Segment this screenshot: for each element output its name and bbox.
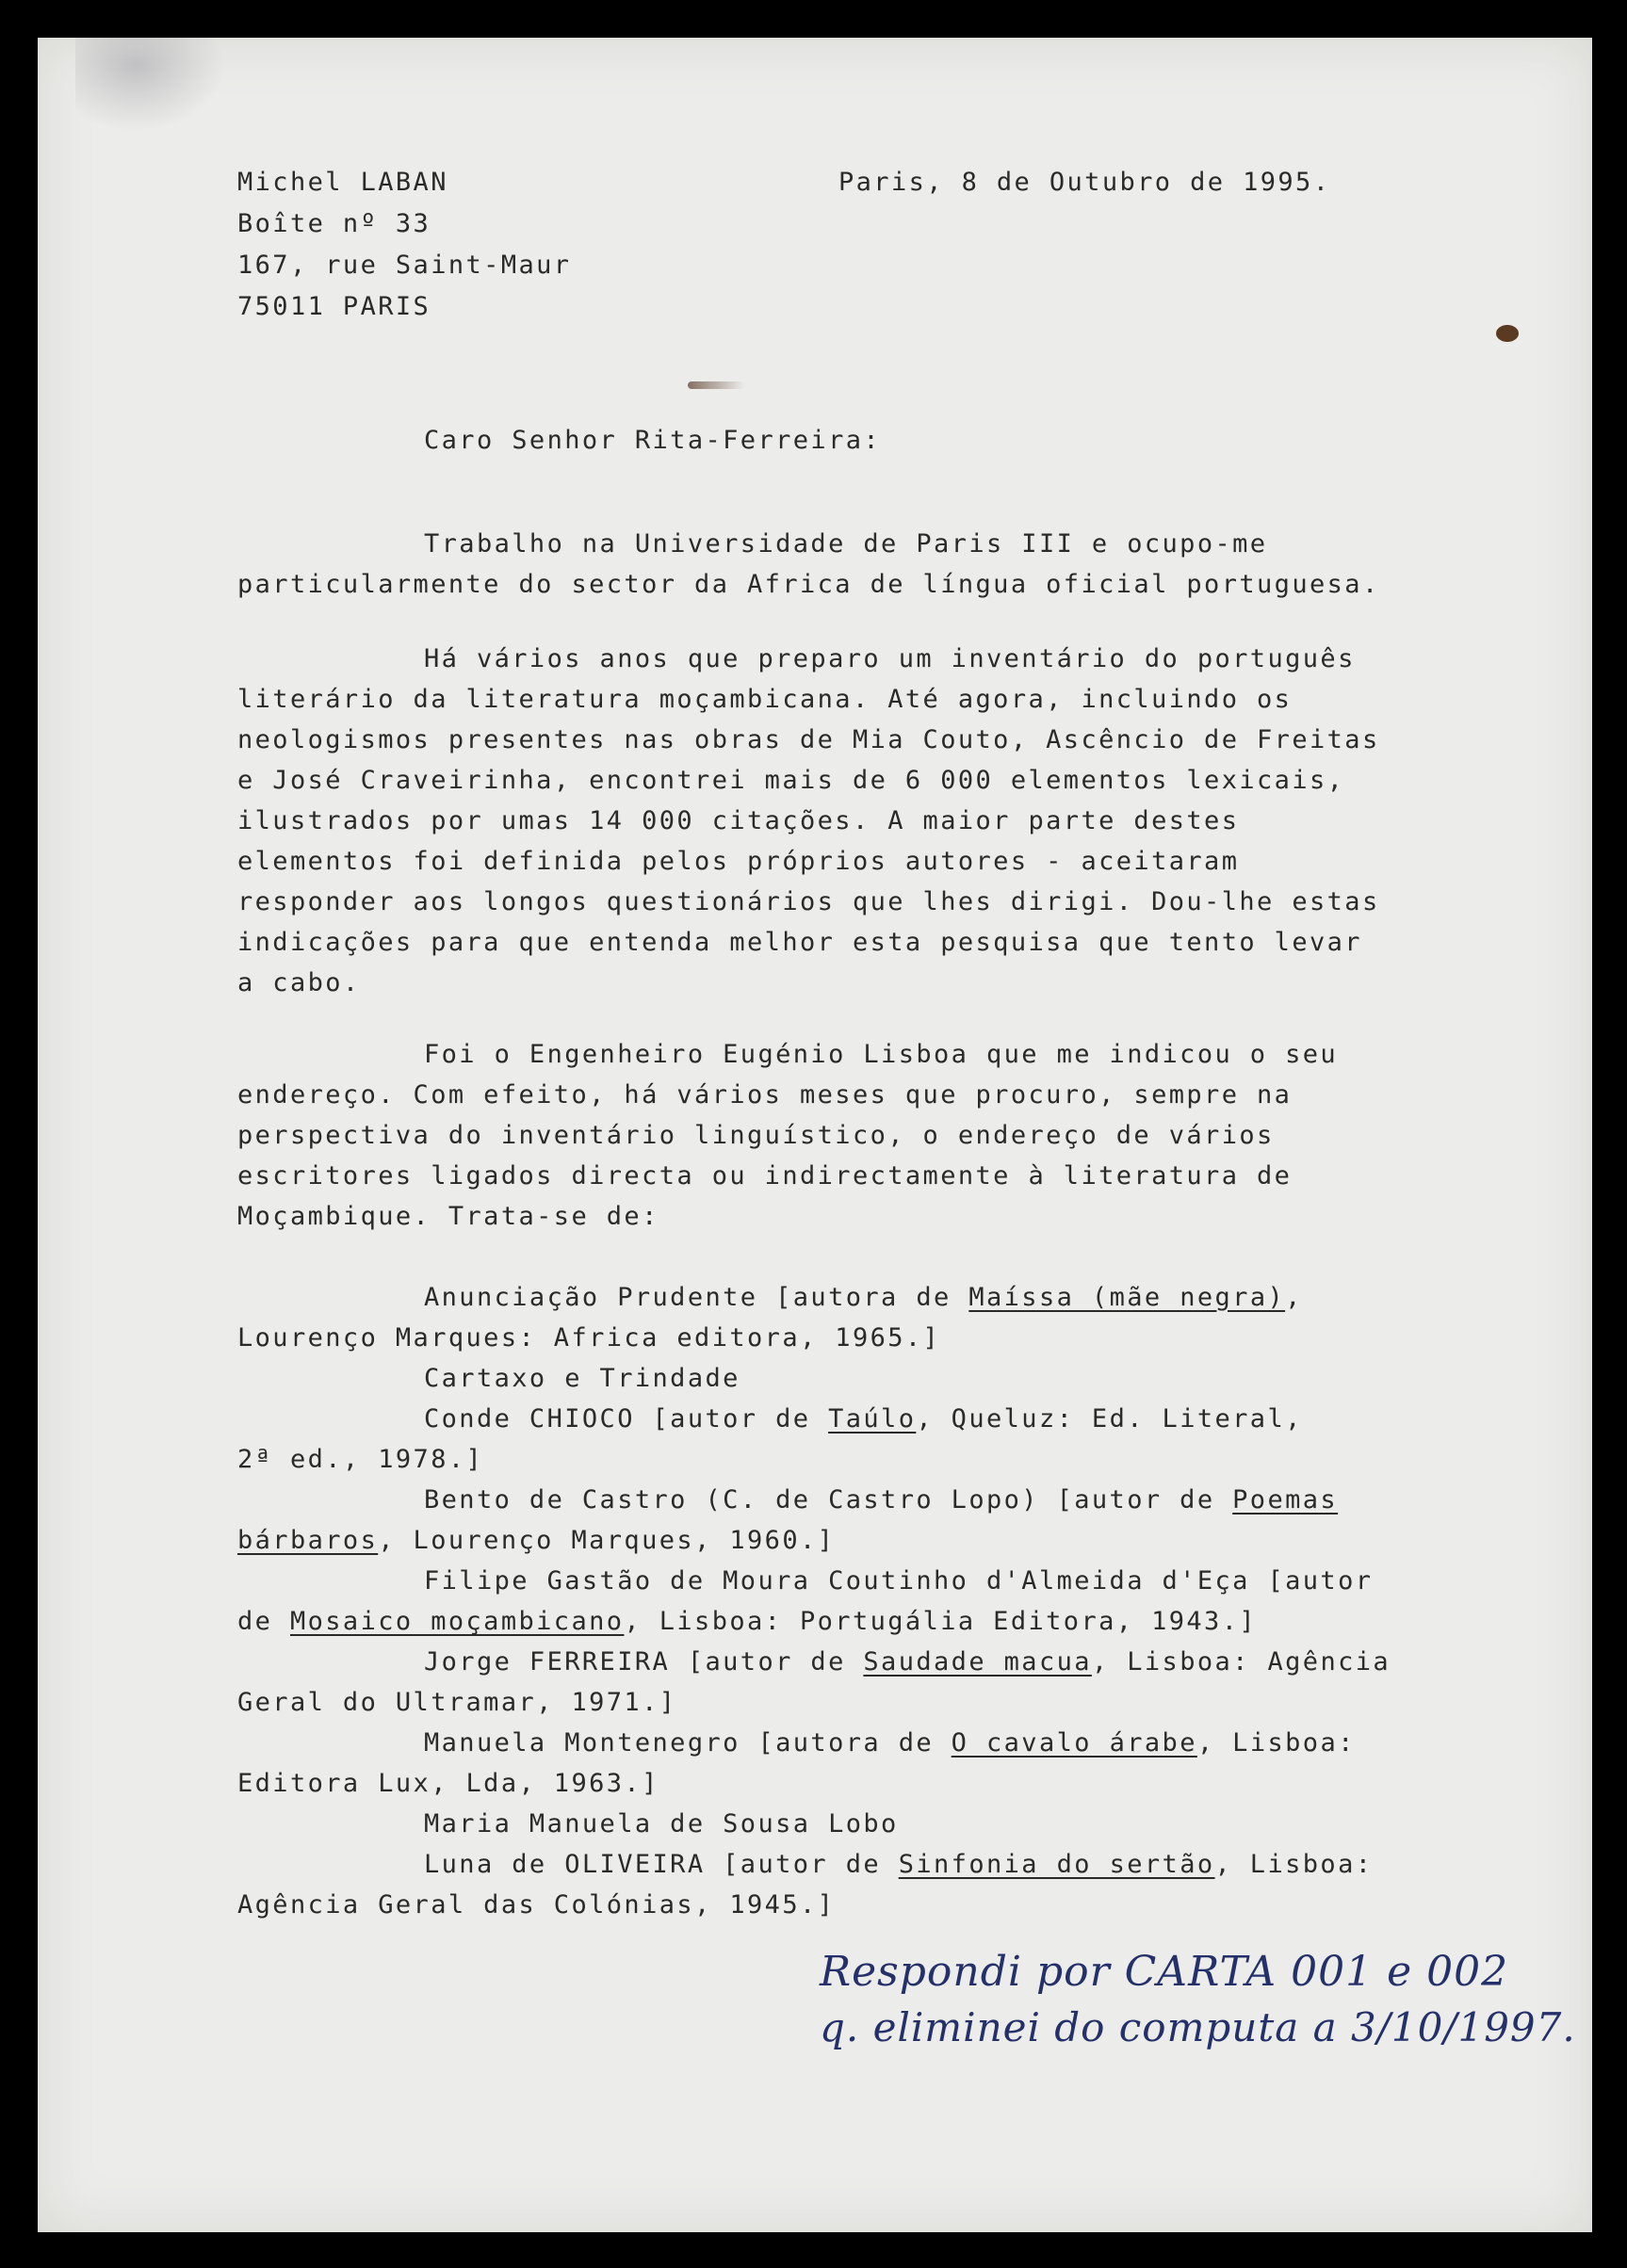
paragraph3-line: escritores ligados directa ou indirectamente à literatura de bbox=[237, 1161, 1293, 1191]
author-entry-cont: Agência Geral das Colónias, 1945.] bbox=[237, 1890, 836, 1920]
paragraph2-line: literário da literatura moçambicana. Até agora, incluindo os bbox=[237, 685, 1293, 714]
author-entry-cont: de Mosaico moçambicano, Lisboa: Portugália Editora, 1943.] bbox=[237, 1607, 1258, 1636]
author-entry: Luna de OLIVEIRA [autor de Sinfonia do sertão, Lisboa: bbox=[424, 1850, 1374, 1879]
book-title: Sinfonia do sertão bbox=[898, 1850, 1215, 1879]
paragraph2-line: elementos foi definida pelos próprios autores - aceitaram bbox=[237, 847, 1240, 876]
paragraph2-line: neologismos presentes nas obras de Mia Couto, Ascêncio de Freitas bbox=[237, 725, 1380, 754]
author-entry: Anunciação Prudente [autora de Maíssa (mãe negra), bbox=[424, 1283, 1303, 1312]
handwritten-note-line: q. eliminei do computa a 3/10/1997. bbox=[820, 2004, 1576, 2050]
book-title: bárbaros bbox=[237, 1526, 379, 1555]
author-entry: Maria Manuela de Sousa Lobo bbox=[424, 1809, 899, 1839]
paragraph3-line: Moçambique. Trata-se de: bbox=[237, 1202, 659, 1231]
paragraph1-line: particularmente do sector da Africa de língua oficial portuguesa. bbox=[237, 570, 1380, 599]
book-title: Poemas bbox=[1232, 1485, 1339, 1515]
paper-stain bbox=[75, 38, 226, 132]
paragraph1-line: Trabalho na Universidade de Paris III e ocupo-me bbox=[424, 529, 1268, 559]
author-entry-cont: 2ª ed., 1978.] bbox=[237, 1445, 484, 1474]
ink-smudge bbox=[688, 381, 744, 389]
book-title: Taúlo bbox=[828, 1404, 917, 1434]
book-title: O cavalo árabe bbox=[951, 1728, 1197, 1758]
author-entry-cont: Lourenço Marques: Africa editora, 1965.] bbox=[237, 1323, 941, 1353]
author-entry-cont: Geral do Ultramar, 1971.] bbox=[237, 1688, 677, 1717]
letter-date: Paris, 8 de Outubro de 1995. bbox=[838, 168, 1331, 197]
author-entry: Manuela Montenegro [autora de O cavalo árabe, Lisboa: bbox=[424, 1728, 1356, 1758]
paragraph2-line: ilustrados por umas 14 000 citações. A maior parte destes bbox=[237, 806, 1240, 835]
salutation: Caro Senhor Rita-Ferreira: bbox=[424, 426, 882, 455]
paragraph3-line: Foi o Engenheiro Eugénio Lisboa que me indicou o seu bbox=[424, 1040, 1339, 1069]
paragraph2-line: indicações para que entenda melhor esta pesquisa que tento levar bbox=[237, 928, 1362, 957]
paragraph3-line: perspectiva do inventário linguístico, o endereço de vários bbox=[237, 1121, 1275, 1150]
letter-page bbox=[38, 38, 1592, 2232]
handwritten-note-line: Respondi por CARTA 001 e 002 bbox=[820, 1948, 1509, 1996]
sender-name: Michel LABAN bbox=[237, 168, 448, 197]
ink-spot bbox=[1496, 325, 1519, 342]
author-entry: Cartaxo e Trindade bbox=[424, 1364, 740, 1393]
author-entry-cont: Editora Lux, Lda, 1963.] bbox=[237, 1769, 659, 1798]
author-entry: Jorge FERREIRA [autor de Saudade macua, Lisboa: Agência bbox=[424, 1647, 1391, 1677]
paragraph3-line: endereço. Com efeito, há vários meses que procuro, sempre na bbox=[237, 1080, 1293, 1110]
book-title: Mosaico moçambicano bbox=[289, 1607, 625, 1636]
book-title: Maíssa (mãe negra) bbox=[968, 1283, 1286, 1312]
paragraph2-line: Há vários anos que preparo um inventário do português bbox=[424, 644, 1356, 673]
author-entry: Conde CHIOCO [autor de Taúlo, Queluz: Ed. Literal, bbox=[424, 1404, 1303, 1434]
sender-street: 167, rue Saint-Maur bbox=[237, 251, 572, 280]
paragraph2-line: responder aos longos questionários que lhes dirigi. Dou-lhe estas bbox=[237, 887, 1380, 916]
sender-city: 75011 PARIS bbox=[237, 292, 431, 321]
paragraph2-line: a cabo. bbox=[237, 968, 361, 997]
book-title: Saudade macua bbox=[863, 1647, 1092, 1677]
author-entry: Bento de Castro (C. de Castro Lopo) [autor de Poemas bbox=[424, 1485, 1339, 1515]
paragraph2-line: e José Craveirinha, encontrei mais de 6 000 elementos lexicais, bbox=[237, 766, 1345, 795]
sender-box: Boîte nº 33 bbox=[237, 209, 431, 238]
author-entry: Filipe Gastão de Moura Coutinho d'Almeida d'Eça [autor bbox=[424, 1566, 1374, 1596]
author-entry-cont: bárbaros, Lourenço Marques, 1960.] bbox=[237, 1526, 836, 1555]
